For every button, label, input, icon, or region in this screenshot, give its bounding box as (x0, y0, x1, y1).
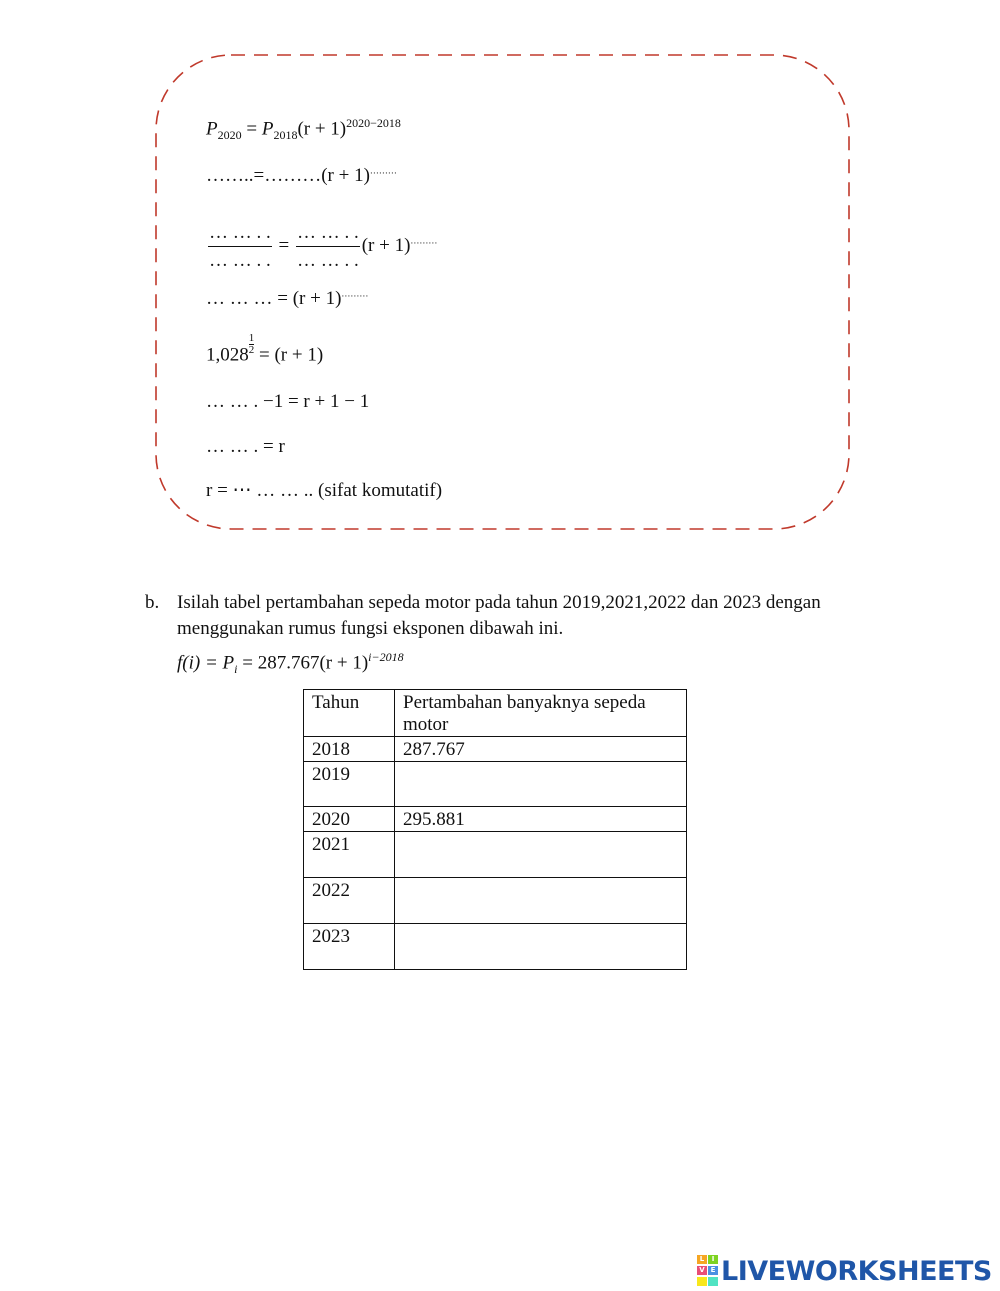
table-row (304, 807, 687, 832)
equation-5: 1,028 $\frac{1}{2}$ = (r + 1) (206, 332, 324, 366)
motorcycle-growth-table (303, 689, 687, 970)
logo-tile (708, 1277, 718, 1286)
equation-2: ……..=………(r + 1)……… (206, 165, 397, 186)
cell-growth: 295.881 (395, 807, 687, 832)
equation-4: … … … = (r + 1)……… (206, 288, 369, 309)
equation-3: $\frac{\dots \dots . .}{\dots \dots . .}$ = $\frac{\dots \dots . .}{\dots \dots . .}$ (r + 1)……… (209, 222, 438, 271)
table-row (304, 878, 687, 924)
fraction-right: $\frac{\dots \dots . .}{\dots \dots . .}$ (296, 222, 359, 271)
answer-cell[interactable] (395, 924, 687, 970)
fraction-left: $\frac{\dots \dots . .}{\dots \dots . .}$ (209, 222, 271, 271)
cell-year: 2019 (304, 762, 395, 807)
dashed-frame (0, 0, 1000, 560)
cell-growth: 287.767 (395, 737, 687, 762)
logo-tile: L (697, 1255, 707, 1264)
table-header-row (304, 690, 687, 737)
table-row (304, 832, 687, 878)
equation-7: … … . = r (206, 436, 285, 457)
equation-1: $P_{2020} = P_{2018}(r + 1)^{2020-2018}$ (206, 116, 401, 143)
answer-cell[interactable] (395, 878, 687, 924)
cell-year: 2020 (304, 807, 395, 832)
cell-year: 2018 (304, 737, 395, 762)
task-instruction-line2: menggunakan rumus fungsi eksponen dibawah ini. (177, 618, 564, 639)
task-instruction-line1: Isilah tabel pertambahan sepeda motor pada tahun 2019,2021,2022 dan 2023 dengan (177, 592, 821, 613)
task-formula: $f(i) = P_i = 287.767(r + 1)^{i-2018}$ (177, 650, 404, 677)
liveworksheets-logo (697, 1256, 992, 1286)
header-year: Tahun (304, 690, 395, 737)
logo-text: LIVEWORKSHEETS (721, 1255, 992, 1287)
answer-cell[interactable] (395, 832, 687, 878)
cell-year: 2021 (304, 832, 395, 878)
header-growth: Pertambahan banyaknya sepeda motor (395, 690, 687, 737)
logo-tile: I (708, 1255, 718, 1264)
logo-tile: V (697, 1266, 707, 1275)
table-row (304, 924, 687, 970)
equation-6: … … . −1 = r + 1 − 1 (206, 391, 370, 412)
cell-year: 2022 (304, 878, 395, 924)
logo-tile (697, 1277, 707, 1286)
cell-year: 2023 (304, 924, 395, 970)
table-row (304, 762, 687, 807)
logo-icon (697, 1255, 718, 1287)
equation-8: r = ⋯ … … .. (sifat komutatif) (206, 480, 443, 501)
logo-tile: E (708, 1266, 718, 1275)
table-row (304, 737, 687, 762)
answer-cell[interactable] (395, 762, 687, 807)
task-b (145, 590, 865, 682)
task-label: b. (145, 592, 160, 613)
